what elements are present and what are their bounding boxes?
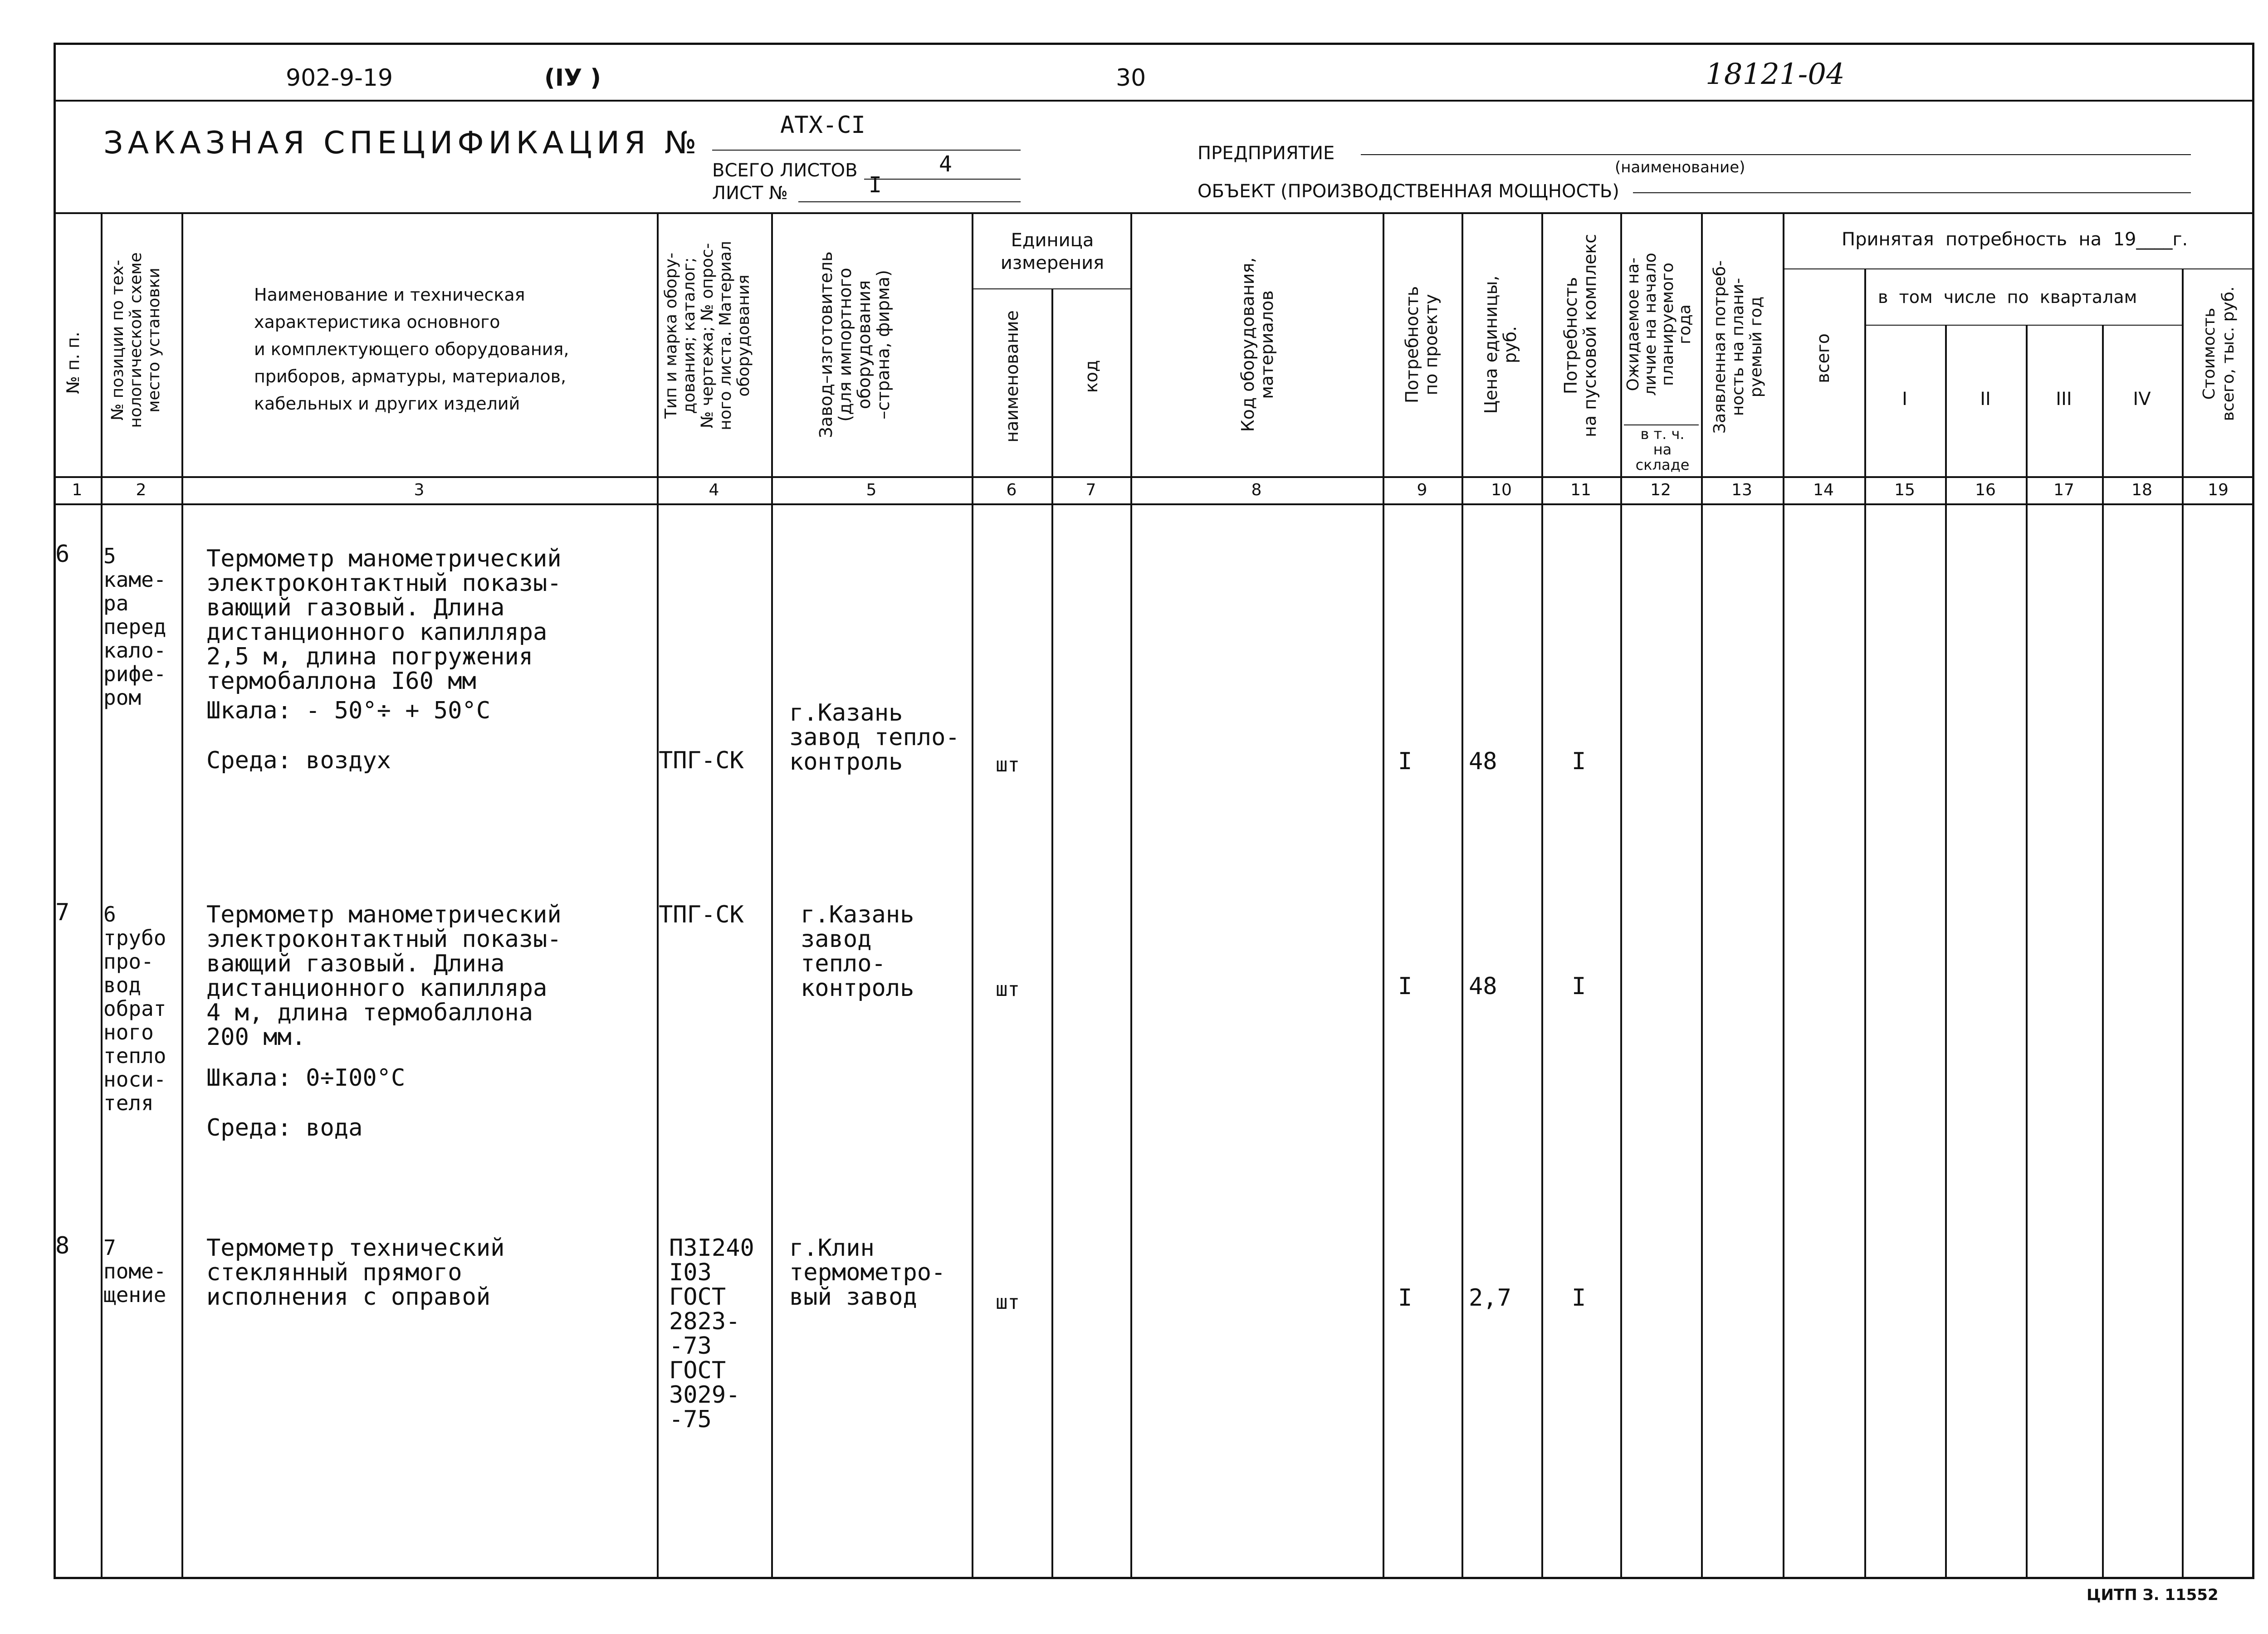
- col18-header: IV: [2133, 389, 2151, 410]
- col6-header: наименование: [1002, 310, 1022, 443]
- col-div-14: [1864, 268, 1866, 1579]
- footer-stamp: ЦИТП З. 11552: [2087, 1586, 2219, 1604]
- col16-header: II: [1980, 389, 1991, 410]
- specification-sheet: [54, 43, 2254, 1579]
- enterprise-label: ПРЕДПРИЯТИЕ: [1198, 143, 1335, 164]
- medium-cell: Среда: воздух: [206, 747, 391, 774]
- unit-group-header: Единица измерения: [1000, 230, 1105, 273]
- col-number: 15: [1894, 481, 1915, 499]
- unit-cell: шт: [996, 753, 1020, 776]
- unit-group-line: [972, 288, 1130, 289]
- col15-header: I: [1902, 389, 1907, 410]
- col-number: 11: [1570, 481, 1591, 499]
- col-number: 12: [1650, 481, 1671, 499]
- col-div-3: [657, 212, 659, 1579]
- col14-header: всего: [1813, 333, 1833, 383]
- col-number: 1: [72, 481, 83, 499]
- header-bottom-line: [54, 476, 2254, 478]
- col-div-16: [2026, 325, 2028, 1579]
- position-cell: 6 трубо про- вод обрат ного тепло носи- теля: [103, 902, 166, 1115]
- sheet-number: I: [869, 172, 882, 198]
- total-sheets-value: 4: [939, 151, 952, 177]
- col-number: 14: [1813, 481, 1834, 499]
- description-cell: Термометр технический стеклянный прямого исполнения с оправой: [206, 1234, 505, 1311]
- quarters-group-header: в том числе по кварталам: [1878, 287, 2137, 307]
- quarters-group-line: [1864, 325, 2182, 326]
- col-div-15: [1945, 325, 1947, 1579]
- col5-header: Завод–изготовитель (для импортного оборудования –страна, фирма): [816, 251, 893, 438]
- total-sheets-underline: [864, 179, 1021, 180]
- position-cell: 5 каме- ра перед кало- рифе- ром: [103, 544, 166, 710]
- scale-cell: Шкала: 0÷I00°C: [206, 1064, 406, 1092]
- col12-header: Ожидаемое на- личие на начало планируемого года: [1624, 253, 1694, 396]
- col10-header: Цена единицы, руб.: [1481, 275, 1520, 414]
- col-number: 5: [866, 481, 877, 499]
- col-div-2: [181, 212, 183, 1579]
- col-number: 3: [414, 481, 425, 499]
- maker-cell: г.Казань завод тепло- контроль: [801, 901, 914, 1002]
- col-div-9: [1461, 212, 1463, 1579]
- numbers-bottom-line: [54, 503, 2254, 505]
- col4-header: Тип и марка обору- дования; каталог; № чертежа; № опрос- ного листа. Материал оборудования: [662, 241, 753, 430]
- col-number: 2: [136, 481, 147, 499]
- object-label: ОБЪЕКТ (ПРОИЗВОДСТВЕННАЯ МОЩНОСТЬ): [1198, 181, 1619, 202]
- col-div-18: [2182, 268, 2184, 1579]
- col-number: 8: [1251, 481, 1262, 499]
- doc-code: 902-9-19: [286, 64, 393, 92]
- row-number: 8: [55, 1232, 70, 1259]
- col-number: 6: [1006, 481, 1017, 499]
- object-line: [1633, 192, 2191, 193]
- description-cell: Термометр манометрический электроконтактный показы- вающий газовый. Длина дистанционного капилляра 4 м, длина термобаллона 200 мм.: [206, 901, 562, 1051]
- col-div-12: [1701, 212, 1703, 1579]
- unit-cell: шт: [996, 978, 1020, 1001]
- row-number: 7: [55, 899, 70, 926]
- col-div-4: [771, 212, 773, 1579]
- price-cell: 48: [1469, 973, 1497, 1000]
- enterprise-line: [1361, 154, 2191, 155]
- header-divider: [54, 100, 2254, 102]
- col-number: 10: [1491, 481, 1512, 499]
- col-number: 16: [1975, 481, 1996, 499]
- position-cell: 7 поме- щение: [103, 1235, 166, 1307]
- page-title: ЗАКАЗНАЯ СПЕЦИФИКАЦИЯ №: [103, 125, 701, 161]
- price-cell: 2,7: [1469, 1284, 1511, 1312]
- col8-header: Код оборудования, материалов: [1238, 257, 1277, 432]
- col-div-5: [972, 212, 973, 1579]
- col13-header: Заявленная потреб- ность на плани- руемый год: [1711, 260, 1765, 434]
- scale-cell: Шкала: - 50°÷ + 50°C: [206, 697, 491, 724]
- col2-header: № позиции по тех- нологической схеме место установки: [108, 252, 163, 428]
- total-sheets-label: ВСЕГО ЛИСТОВ: [712, 160, 858, 181]
- launch-cell: I: [1572, 748, 1586, 775]
- description-cell: Термометр манометрический электроконтактный показы- вающий газовый. Длина дистанционного капилляра 2,5 м, длина погружения термобаллона I60 мм: [206, 545, 562, 695]
- sheet-label: ЛИСТ №: [712, 183, 788, 204]
- maker-cell: г.Казань завод тепло- контроль: [789, 699, 960, 776]
- type-cell: ТПГ-СК: [659, 901, 744, 928]
- col-div-10: [1541, 212, 1543, 1579]
- type-cell: ТПГ-СК: [659, 747, 744, 774]
- spec-number: АТХ-CI: [780, 112, 865, 139]
- col-div-17: [2102, 325, 2104, 1579]
- accepted-group-header: Принятая потребность на 19____г.: [1842, 229, 2188, 250]
- col-div-1: [101, 212, 103, 1579]
- col1-header: № п. п.: [63, 332, 83, 394]
- row-number: 6: [55, 541, 70, 568]
- spec-number-underline: [712, 150, 1021, 151]
- enterprise-hint: (наименование): [1615, 158, 1745, 176]
- col12-sub-header: в т. ч. на складе: [1635, 425, 1690, 473]
- table-top-line: [54, 212, 2254, 214]
- col-div-7: [1130, 212, 1132, 1579]
- launch-cell: I: [1572, 1284, 1586, 1312]
- page-number: 30: [1116, 64, 1146, 92]
- col7-header: код: [1081, 360, 1101, 393]
- col-number: 9: [1417, 481, 1427, 499]
- col17-header: III: [2056, 389, 2072, 410]
- unit-cell: шт: [996, 1291, 1020, 1314]
- col9-header: Потребность по проекту: [1402, 286, 1441, 404]
- col-div-8: [1383, 212, 1384, 1579]
- medium-cell: Среда: вода: [206, 1114, 363, 1141]
- col-number: 19: [2208, 481, 2229, 499]
- maker-cell: г.Клин термометро- вый завод: [789, 1234, 946, 1311]
- col-number: 7: [1085, 481, 1096, 499]
- type-cell: П3I240 I03 ГОСТ 2823- -73 ГОСТ 3029- -75: [669, 1234, 754, 1433]
- col-number: 17: [2053, 481, 2074, 499]
- accepted-group-line: [1783, 268, 2254, 269]
- launch-cell: I: [1572, 973, 1586, 1000]
- sheet-number-underline: [798, 201, 1021, 202]
- col-number: 18: [2131, 481, 2152, 499]
- col-number: 13: [1731, 481, 1752, 499]
- qty-cell: I: [1398, 973, 1413, 1000]
- qty-cell: I: [1398, 1284, 1413, 1312]
- volume-mark: (IУ ): [544, 64, 601, 92]
- col19-header: Стоимость всего, тыс. руб.: [2200, 286, 2238, 421]
- col-number: 4: [709, 481, 719, 499]
- col3-header: Наименование и техническая характеристика основного и комплектующего оборудования, приборов, арматуры, материалов, кабельных и других изделий: [254, 285, 569, 414]
- price-cell: 48: [1469, 748, 1497, 775]
- handwritten-ref: 18121-04: [1706, 58, 1845, 91]
- col11-header: Потребность на пусковой комплекс: [1561, 234, 1600, 438]
- col-div-13: [1783, 212, 1784, 1579]
- col-div-11: [1620, 212, 1622, 1579]
- qty-cell: I: [1398, 748, 1413, 775]
